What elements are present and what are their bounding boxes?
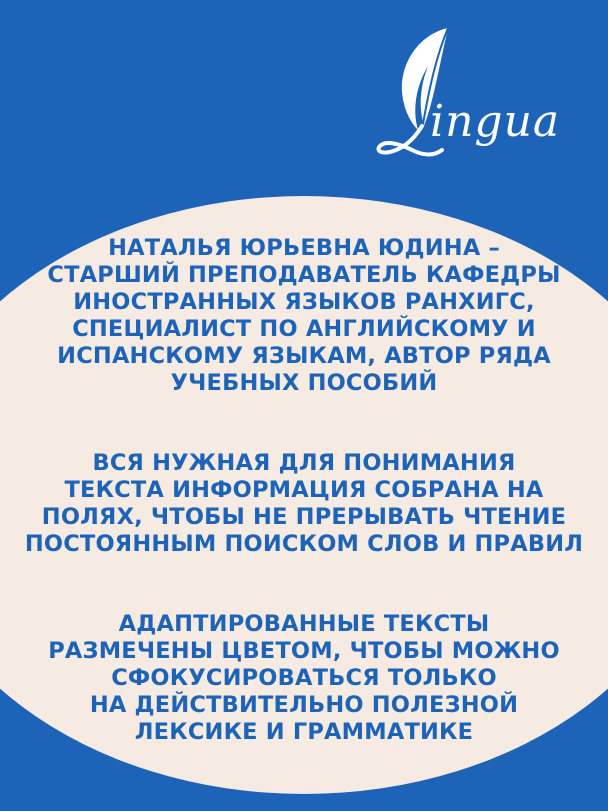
text-line: СФОКУСИРОВАТЬСЯ ТОЛЬКО [111,665,497,691]
text-line: УЧЕБНЫХ ПОСОБИЙ [170,370,438,396]
author-paragraph [0,235,608,397]
text-line: СПЕЦИАЛИСТ ПО АНГЛИЙСКОМУ И [72,316,536,342]
info-text [0,235,608,799]
text-line: ТЕКСТА ИНФОРМАЦИЯ СОБРАНА НА [64,477,544,503]
text-line: ИСПАНСКОМУ ЯЗЫКАМ, АВТОР РЯДА [57,343,551,369]
text-line: ЛЕКСИКЕ И ГРАММАТИКЕ [134,719,474,745]
margin-notes-paragraph [0,450,608,558]
text-line: ВСЯ НУЖНАЯ ДЛЯ ПОНИМАНИЯ [92,450,516,476]
text-line: СТАРШИЙ ПРЕПОДАВАТЕЛЬ КАФЕДРЫ [47,262,561,288]
text-line: ИНОСТРАННЫХ ЯЗЫКОВ РАНХИГС, [73,289,535,315]
text-line: НА ДЕЙСТВИТЕЛЬНО ПОЛЕЗНОЙ [89,692,519,718]
logo-text: ingua [430,96,561,147]
text-line: АДАПТИРОВАННЫЕ ТЕКСТЫ [118,611,490,637]
text-line: РАЗМЕЧЕНЫ ЦВЕТОМ, ЧТОБЫ МОЖНО [48,638,560,664]
text-line: ПОЛЯХ, ЧТОБЫ НЕ ПРЕРЫВАТЬ ЧТЕНИЕ [41,504,567,530]
text-line: НАТАЛЬЯ ЮРЬЕВНА ЮДИНА – [108,235,500,261]
lingua-logo [368,22,588,172]
color-coding-paragraph [0,611,608,746]
text-line: ПОСТОЯННЫМ ПОИСКОМ СЛОВ И ПРАВИЛ [24,531,584,557]
